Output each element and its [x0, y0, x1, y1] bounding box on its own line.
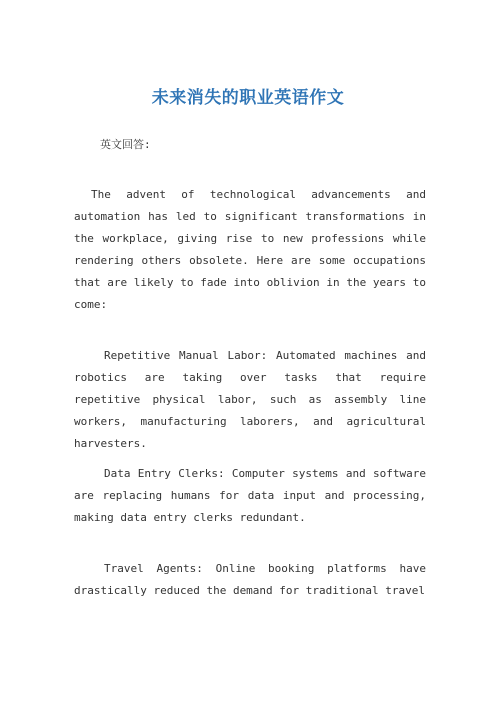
- document-title: 未来消失的职业英语作文: [151, 88, 345, 108]
- paragraph-data-entry: Data Entry Clerks: Computer systems and software are replacing humans for data input and processing, making data entry clerks redundant.: [74, 467, 426, 524]
- paragraph-travel-agents: Travel Agents: Online booking platforms have drastically reduced the demand for traditional travel: [74, 562, 426, 597]
- subheading: 英文回答:: [100, 138, 151, 151]
- paragraph-intro: The advent of technological advancements and automation has led to significant transformations in the workplace, giving rise to new professions while rendering others obsolete. Here are some occupations that are likely to fade into oblivion in the years to come:: [74, 188, 426, 311]
- paragraph-manual-labor: Repetitive Manual Labor: Automated machines and robotics are taking over tasks that require repetitive physical labor, such as assembly line workers, manufacturing laborers, and agricultural harvesters.: [74, 349, 426, 450]
